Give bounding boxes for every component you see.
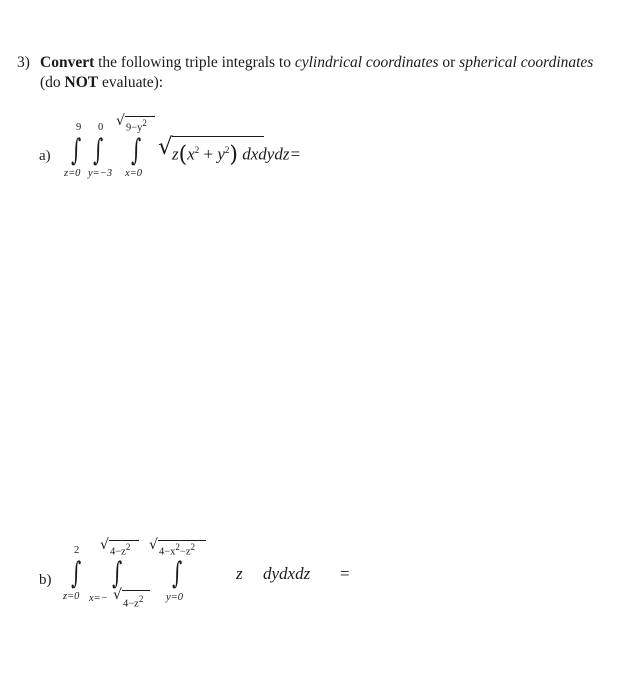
question-line2-close: evaluate):	[98, 74, 164, 91]
part-b-upper-z: 2	[74, 545, 80, 556]
part-b-label: b)	[39, 572, 52, 588]
part-a-lower-y-text: y=−3	[88, 168, 113, 179]
part-a-lower-x	[125, 168, 142, 180]
part-a-z: z	[172, 144, 179, 164]
part-a-plus: +	[199, 144, 218, 164]
question-verb: Convert	[40, 54, 95, 71]
part-a-upper-x-radicand	[126, 117, 147, 135]
question-line-2	[17, 73, 627, 93]
part-a-x-exp: 2	[194, 145, 200, 155]
part-b-upper-y-radicand-text: 4−x	[159, 546, 176, 558]
part-b-lower-x-radicand	[123, 593, 143, 611]
part-a-lower-y	[88, 168, 112, 180]
part-a-x: x	[187, 144, 195, 164]
part-b-integral-x: ∫	[112, 556, 123, 591]
part-a-integral-x: ∫	[131, 133, 142, 168]
part-a-upper-x-exp: 2	[142, 118, 147, 128]
part-b-integrand	[236, 563, 243, 585]
part-b-lower-x	[89, 593, 108, 605]
part-b-differentials	[263, 563, 310, 585]
part-b-upper-x-sqrt: √	[100, 537, 109, 553]
part-a-upper-x-sqrt: √	[116, 113, 125, 129]
part-b-upper-y-exp1: 2	[175, 542, 180, 552]
part-a-y: y	[217, 144, 225, 164]
question-or: or	[438, 54, 460, 71]
part-b-upper-x-exp: 2	[125, 542, 131, 552]
part-a-upper-y: 0	[98, 122, 104, 133]
part-a-integrand-bar	[172, 136, 264, 137]
part-b-upper-x-radicand-text: 4−z	[110, 546, 126, 558]
part-b-integral-y: ∫	[172, 556, 183, 591]
question-line-1	[17, 53, 627, 73]
part-b-upper-y-minus: −z	[179, 546, 191, 558]
part-b-z: z	[236, 564, 243, 583]
part-b-lower-y-text: y=0	[166, 592, 183, 603]
question-text	[17, 53, 627, 93]
part-b-upper-y-exp2: 2	[190, 542, 196, 552]
part-b-lower-x-prefix: x=−	[89, 593, 108, 604]
part-a-lower-z-text: z=0	[64, 168, 81, 179]
part-b-differentials-text: dydxdz	[263, 564, 311, 583]
part-b-lower-x-sqrt: √	[113, 587, 122, 603]
part-a-upper-z: 9	[76, 122, 82, 133]
part-b-integral-z: ∫	[71, 556, 82, 591]
part-a-lower-x-text: x=0	[125, 168, 142, 179]
part-b-lower-x-bar	[122, 590, 150, 591]
cylindrical-term: cylindrical coordinates	[294, 54, 439, 71]
part-a-integrand-sqrt: √	[158, 134, 173, 160]
part-b-lower-z	[63, 591, 79, 603]
question-number: 3)	[17, 54, 30, 71]
question-line2-open: (do	[40, 74, 65, 91]
part-a-upper-x-radicand-text: 9−y	[126, 122, 143, 134]
part-b-lower-x-exp: 2	[138, 594, 144, 604]
part-b-lower-y	[166, 592, 183, 604]
part-a-integral-y: ∫	[93, 133, 104, 168]
part-b-lower-x-radicand-text: 4−z	[123, 598, 139, 610]
part-b-upper-y-sqrt: √	[149, 537, 158, 553]
part-a-differentials: dxdydz=	[242, 144, 301, 164]
part-a-y-exp: 2	[224, 145, 230, 155]
part-a-lower-z	[64, 168, 80, 180]
part-b-lower-z-text: z=0	[63, 591, 80, 602]
part-a-integral-z: ∫	[71, 133, 82, 168]
part-a-integrand: $z(x^2 + y^2)$ dxdydz=	[172, 142, 301, 168]
part-a-label: a)	[39, 148, 51, 164]
question-text-1: the following triple integrals to	[94, 54, 295, 71]
part-b-equals: =	[340, 564, 350, 583]
not-emphasis: NOT	[64, 74, 99, 91]
spherical-term: spherical coordinates	[459, 54, 594, 71]
